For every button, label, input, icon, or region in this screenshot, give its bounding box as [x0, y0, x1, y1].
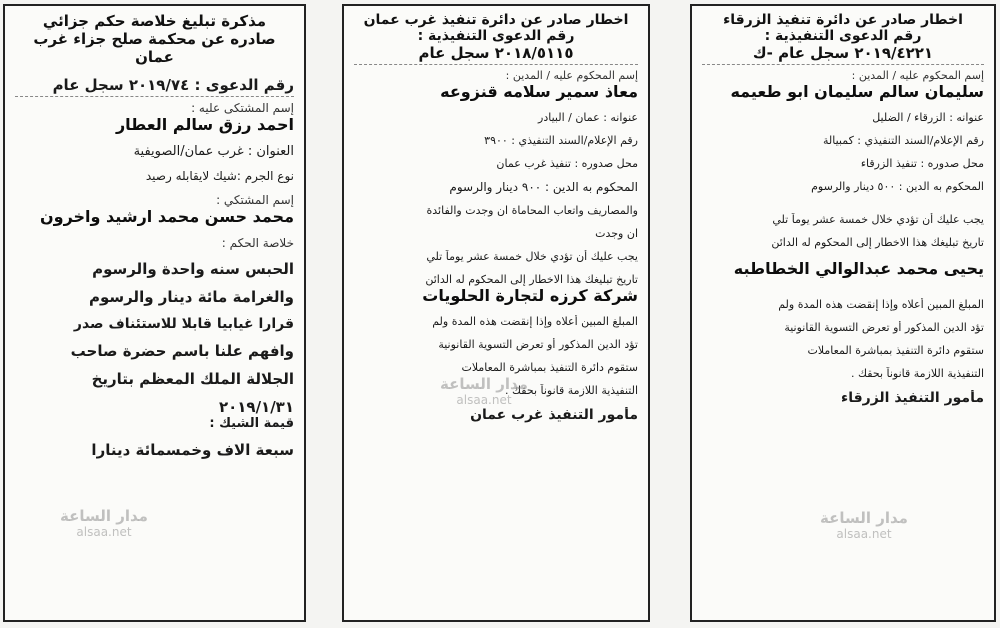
payment-line: يجب عليك أن تؤدي خلال خمسة عشر يوماً تلي: [772, 213, 984, 226]
debtor-name: معاذ سمير سلامه قنزوعه: [440, 82, 638, 101]
debtor-name: سليمان سالم سليمان ابو طعيمه: [730, 82, 984, 101]
amount-line: والمصاريف واتعاب المحاماة ان وجدت والفائدة: [426, 204, 638, 217]
summary-line: والغرامة مائة دينار والرسوم: [88, 288, 294, 306]
warning-line: المبلغ المبين أعلاه وإذا إنقضت هذه المدة ولم: [778, 298, 984, 311]
watermark-latin: alsaa.net: [836, 527, 892, 541]
notice-title-line: اخطار صادر عن دائرة تنفيذ الزرقاء: [723, 12, 963, 28]
watermark-arabic: مدار الساعة: [440, 375, 528, 393]
defendant-label: إسم المشتكى عليه :: [191, 101, 294, 115]
watermark-arabic: مدار الساعة: [60, 507, 148, 525]
cheque-value: سبعة الاف وخمسمائة دينارا: [91, 441, 294, 459]
amount-line: ان وجدت: [595, 227, 638, 240]
notice-title-line: مذكرة تبليغ خلاصة حكم جزائي: [42, 12, 267, 30]
summary-line: الحبس سنه واحدة والرسوم: [92, 260, 294, 278]
plaintiff-label: إسم المشتكي :: [216, 193, 294, 207]
payment-line: يجب عليك أن تؤدي خلال خمسة عشر يوماً تلي: [426, 250, 638, 263]
issue-place: محل صدوره : تنفيذ الزرقاء: [860, 157, 984, 170]
warning-line: ستقوم دائرة التنفيذ بمباشرة المعاملات: [807, 344, 984, 357]
notice-zarqa-execution: [690, 4, 996, 622]
summary-line: قرارا غيابيا قابلا للاستئناف صدر: [73, 316, 294, 332]
notice-title-line: رقم الدعوى التنفيذية :: [764, 28, 922, 44]
notice-west-amman-execution: [342, 4, 650, 622]
notice-title-line: عمان: [135, 48, 174, 66]
warning-line: تؤد الدين المذكور أو تعرض التسوية القانونية: [438, 338, 638, 351]
amount-line: المحكوم به الدين : ٥٠٠ دينار والرسوم: [811, 180, 984, 193]
execution-officer: مأمور التنفيذ الزرقاء: [841, 390, 984, 406]
case-number: رقم الدعوى : ٢٠١٩/٧٤ سجل عام: [52, 76, 294, 94]
debtor-label: إسم المحكوم عليه / المدين :: [851, 69, 984, 82]
execution-case-number: ٢٠١٩/٤٢٢١ سجل عام -ك: [752, 44, 934, 62]
debtor-label: إسم المحكوم عليه / المدين :: [505, 69, 638, 82]
notice-number: رقم الإعلام/السند التنفيذي : كمبيالة: [822, 134, 984, 147]
debtor-address: عنوانه : الزرقاء / الضليل: [872, 111, 984, 124]
debtor-address: عنوانه : عمان / البيادر: [538, 111, 638, 124]
defendant-address: العنوان : غرب عمان/الصويفية: [133, 144, 294, 159]
issue-place: محل صدوره : تنفيذ غرب عمان: [496, 157, 638, 170]
watermark-arabic: مدار الساعة: [820, 509, 908, 527]
creditor-name: يحيى محمد عبدالوالي الخطاطبه: [733, 259, 984, 278]
summary-label: خلاصة الحكم :: [221, 236, 294, 250]
creditor-name: شركة كرزه لتجارة الحلويات: [422, 286, 638, 305]
execution-case-number: ٢٠١٨/٥١١٥ سجل عام: [418, 44, 574, 62]
summary-line: وافهم علنا باسم حضرة صاحب: [70, 342, 294, 360]
notice-number: رقم الإعلام/السند التنفيذي : ٣٩٠٠: [484, 134, 638, 147]
summary-line: الجلالة الملك المعظم بتاريخ: [91, 370, 294, 388]
execution-officer: مأمور التنفيذ غرب عمان: [470, 407, 638, 423]
crime-type: نوع الجرم :شيك لايقابله رصيد: [145, 169, 294, 183]
amount-line: المحكوم به الدين : ٩٠٠ دينار والرسوم: [449, 180, 638, 194]
defendant-name: احمد رزق سالم العطار: [115, 115, 294, 134]
warning-line: تؤد الدين المذكور أو تعرض التسوية القانونية: [784, 321, 984, 334]
notice-title-line: اخطار صادر عن دائرة تنفيذ غرب عمان: [363, 12, 629, 28]
warning-line: التنفيذية اللازمة قانوناً بحقك .: [851, 367, 984, 380]
judgment-date: ٢٠١٩/١/٣١: [218, 398, 294, 416]
cheque-label: قيمة الشيك :: [209, 416, 294, 431]
notice-title-line: رقم الدعوى التنفيذية :: [417, 28, 575, 44]
warning-line: التنفيذية اللازمة قانوناً بحقك .: [505, 384, 638, 397]
payment-line: تاريخ تبليغك هذا الاخطار إلى المحكوم له الدائن: [425, 273, 638, 286]
payment-line: تاريخ تبليغك هذا الاخطار إلى المحكوم له الدائن: [771, 236, 984, 249]
watermark-latin: alsaa.net: [76, 525, 132, 539]
warning-line: المبلغ المبين أعلاه وإذا إنقضت هذه المدة ولم: [432, 315, 638, 328]
watermark-latin: alsaa.net: [456, 393, 512, 407]
plaintiff-name: محمد حسن محمد ارشيد واخرون: [39, 207, 294, 226]
notice-title-line: صادره عن محكمة صلح جزاء غرب: [33, 30, 276, 48]
notice-criminal-judgment: [3, 4, 306, 622]
warning-line: ستقوم دائرة التنفيذ بمباشرة المعاملات: [461, 361, 638, 374]
